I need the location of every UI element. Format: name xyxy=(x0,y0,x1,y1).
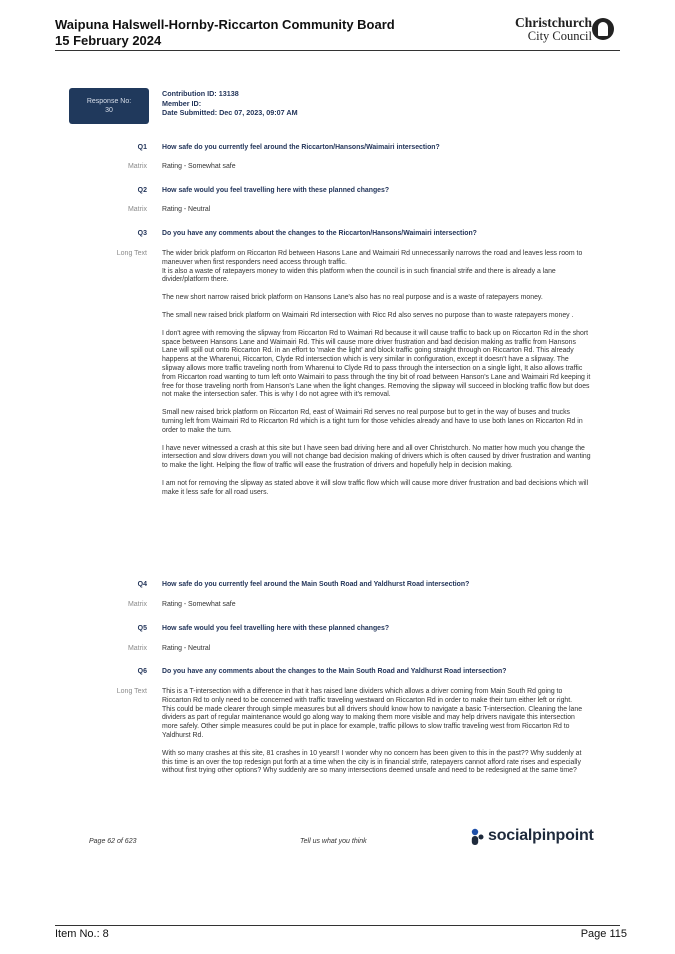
answer-type: Matrix xyxy=(127,163,147,170)
answer-type: Long Text xyxy=(116,688,147,695)
answer-paragraph: I have never witnessed a crash at this site but I have seen bad driving here and all over Christchurch. No matter how much you change the intersection and slow drivers down you will not change bad decision making of drivers which is often caused by driver frustration and wanting to make the light. Helping the flow of traffic will ease the frustration of drivers and hopefully help in decision making. xyxy=(162,444,591,470)
answer-paragraph: I don't agree with removing the slipway from Riccarton Rd to Waimari Rd because it will cause traffic to back up on Riccarton Rd in the short space between Hansons Lane and Waimairi Rd. This will cause more driver frustration and bad decision making as traffic from Hansons Lane will spill out onto Riccarton Rd. in an effort to 'make the light' and block traffic going straight through on Riccarton Rd. This already happens at the Wharenui, Riccarton, Clyde Rd intersection which is very similar in configuration, except it doesn't have a slipway. The slipway allows more traffic traveling north from Wharenui to Clyde Rd to pass through the intersection on a single light, It also allows traffic from Riccarton road wanting to turn left onto Waimairi to pass through the tiny bit of road between Hanson's Lane and Waimairi Rd keeping it free for those traveling north from Hanson's Lane when the light changes. Removing the slipway will succeed in blocking traffic flow but does not make the intersection safer. This is why I do not agree with it's removal. xyxy=(162,329,591,399)
answer-paragraph: I am not for removing the slipway as stated above it will slow traffic flow which will cause more driver frustration and bad decisions which will make it less safe for all road users. xyxy=(162,479,589,496)
question-number: Q3 xyxy=(137,230,147,237)
page-number: Page 115 xyxy=(580,928,627,940)
council-logo-icon xyxy=(592,18,614,40)
answer-type: Long Text xyxy=(116,250,147,257)
footer-tagline: Tell us what you think xyxy=(300,838,367,845)
socialpinpoint-logo-icon xyxy=(470,828,484,846)
question-text: How safe do you currently feel around the Riccarton/Hansons/Waimairi intersection? xyxy=(162,144,440,151)
question-text: How safe would you feel travelling here with these planned changes? xyxy=(162,625,390,632)
answer-type: Matrix xyxy=(127,601,147,608)
header-divider xyxy=(55,50,620,51)
logo-line2: City Council xyxy=(527,29,593,43)
question-number: Q5 xyxy=(137,625,147,632)
answer-text: Rating - Somewhat safe xyxy=(162,601,236,608)
member-label: Member ID: xyxy=(162,98,202,108)
question-text: Do you have any comments about the changes to the Main South Road and Yaldhurst Road intersection? xyxy=(162,668,507,675)
answer-paragraphs xyxy=(162,688,592,785)
contribution-label: Contribution ID: xyxy=(162,89,217,98)
question-text: How safe do you currently feel around the Main South Road and Yaldhurst Road intersection? xyxy=(162,581,470,588)
answer-paragraphs xyxy=(162,250,592,507)
question-text: Do you have any comments about the changes to the Riccarton/Hansons/Waimairi intersection? xyxy=(162,230,477,237)
response-meta xyxy=(162,89,298,118)
footer-divider xyxy=(55,925,620,926)
answer-text: Rating - Neutral xyxy=(162,206,211,213)
answer-type: Matrix xyxy=(127,206,147,213)
date-submitted: Dec 07, 2023, 09:07 AM xyxy=(219,108,298,118)
answer-paragraph: The wider brick platform on Riccarton Rd between Hasons Lane and Waimairi Rd unnecessarily narrows the road and leaves less room to maneuver when first responders need access through traffic. It is also a waste of ratepayers money to widen this platform when the council is in such financial strife and there is already a lane divider/platform there. xyxy=(162,250,583,284)
question-number: Q1 xyxy=(137,144,147,151)
answer-paragraph: The small new raised brick platform on Waimairi Rd intersection with Ricc Rd also serves no purpose than to waste ratepayers money . xyxy=(162,311,574,319)
item-number: Item No.: 8 xyxy=(55,928,109,940)
question-text: How safe would you feel travelling here with these planned changes? xyxy=(162,187,390,194)
logo-line1: Christchurch xyxy=(515,15,593,30)
response-badge-number: 30 xyxy=(105,107,113,114)
response-badge-label: Response No: xyxy=(86,98,132,105)
answer-type: Matrix xyxy=(127,645,147,652)
page-counter: Page 62 of 623 xyxy=(89,838,137,845)
contribution-id: 13138 xyxy=(218,89,239,98)
socialpinpoint-brand: socialpinpoint xyxy=(488,827,594,844)
answer-paragraph: This is a T-intersection with a difference in that it has raised lane dividers which allows a driver coming from Main South Rd going to Riccarton Rd to only need to be concerned with traffic traveling westward on Riccarton Rd in order to make their turn either left or right. This could be made clearer through simple measures but all drivers should know how to navigate a basic T-intersection. Cleaning the lane dividers as part of regular maintenance would go along way to making them more visible and may help drivers navigate this intersection more safely. Other simple measures could be put in place for example, traffic pillows to slow traffic traveling west from Riccarton Rd to Yaldhurst Rd. xyxy=(162,688,583,739)
document-title xyxy=(55,17,395,49)
question-number: Q2 xyxy=(137,187,147,194)
council-logo xyxy=(515,16,592,43)
answer-paragraph: The new short narrow raised brick platform on Hansons Lane's also has no real purpose and is a waste of ratepayers money. xyxy=(162,294,543,302)
response-badge xyxy=(69,88,149,124)
answer-paragraph: With so many crashes at this site, 81 crashes in 10 years!! I wonder why no concern has been given to this in the past?? Why suddenly at this time is an over the top redesign put forth at a time when the city is in financial strife, ratepayers cannot afford rate rises and especially without first trying other options? Why suddenly are so many intersections deemed unsafe and need to be redesigned at the same time? xyxy=(162,749,582,775)
question-number: Q4 xyxy=(137,581,147,588)
answer-text: Rating - Neutral xyxy=(162,645,211,652)
question-number: Q6 xyxy=(137,668,147,675)
answer-text: Rating - Somewhat safe xyxy=(162,163,236,170)
answer-paragraph: Small new raised brick platform on Riccarton Rd, east of Waimairi Rd serves no real purpose but to get in the way of buses and trucks turning left from Waimairi Rd to Riccarton Rd which is a tight turn for those vehicles already and have to use both lanes on Riccarton Rd in order to make the turn. xyxy=(162,409,583,434)
meeting-date: 15 February 2024 xyxy=(55,33,162,48)
date-label: Date Submitted: xyxy=(162,108,218,118)
board-name: Waipuna Halswell-Hornby-Riccarton Community Board xyxy=(55,17,395,32)
